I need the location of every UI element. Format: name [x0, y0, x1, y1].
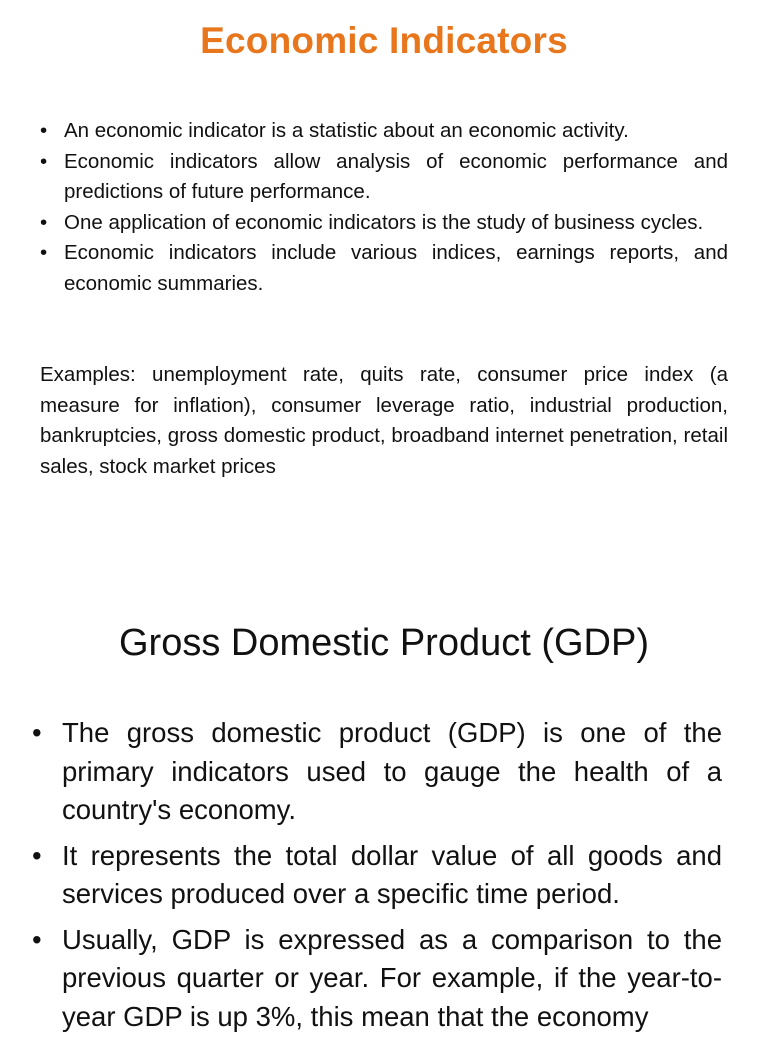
bullet-item: • It represents the total dollar value of all goods and services produced over a specific time period.	[32, 837, 722, 914]
slide-title: Economic Indicators	[200, 20, 568, 61]
slide-title: Gross Domestic Product (GDP)	[119, 622, 649, 664]
bullet-item: • Economic indicators allow analysis of economic performance and predictions of future performance.	[40, 147, 728, 208]
examples-paragraph: Examples: unemployment rate, quits rate, consumer price index (a measure for inflation), consumer leverage ratio, industrial production, bankruptcies, gross domestic product, broadband internet penetration, retail sales, stock market prices	[40, 363, 728, 478]
bullet-item: • Usually, GDP is expressed as a comparison to the previous quarter or year. For example, if the year-to-year GDP is up 3%, this mean that the economy	[32, 921, 722, 1037]
bullet-item: • The gross domestic product (GDP) is one of the primary indicators used to gauge the health of a country's economy.	[32, 714, 722, 830]
bullet-item: • Economic indicators include various indices, earnings reports, and economic summaries.	[40, 238, 728, 299]
bullet-list	[32, 714, 722, 1043]
bullet-item: • An economic indicator is a statistic about an economic activity.	[40, 116, 728, 147]
slide-gdp	[0, 560, 768, 1032]
bullet-list	[40, 116, 728, 299]
bullet-item: • One application of economic indicators is the study of business cycles.	[40, 208, 728, 239]
